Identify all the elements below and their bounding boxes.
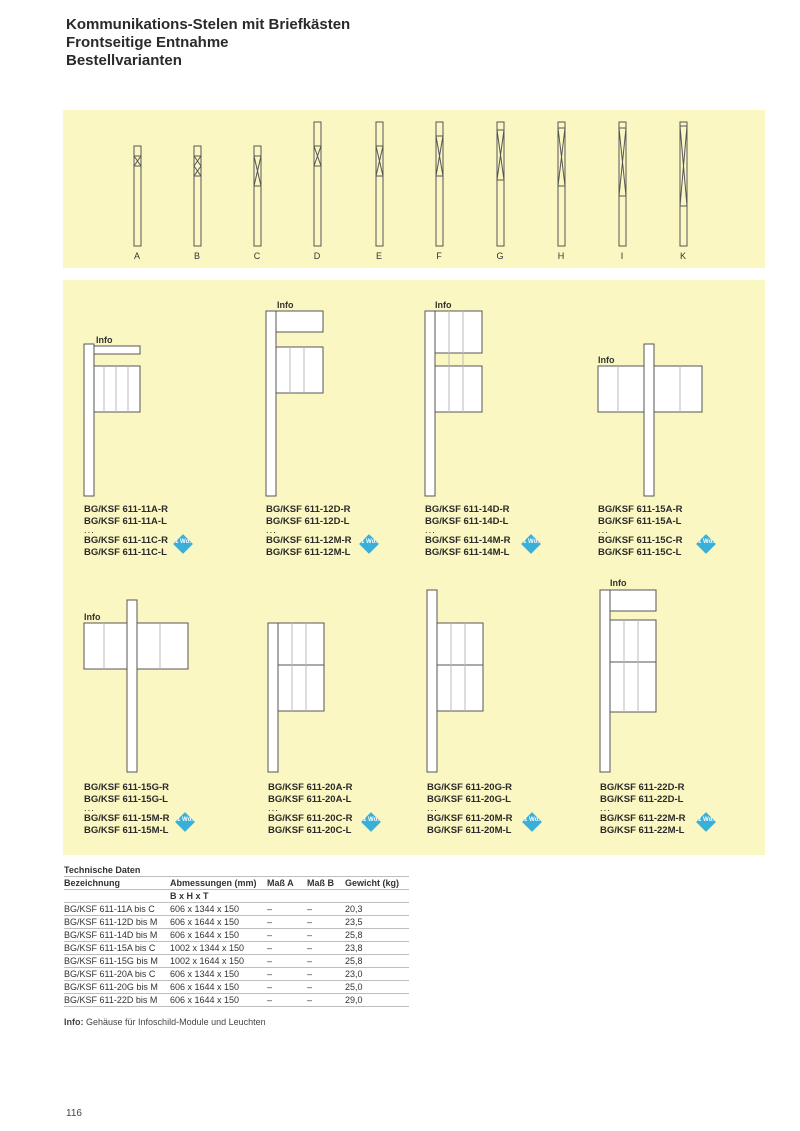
table-row: BG/KSF 611-12D bis M 606 x 1644 x 150 – – 23,5 — [64, 916, 409, 929]
column-letter-d: D — [313, 251, 321, 261]
column-letter-g: G — [496, 251, 504, 261]
delivery-badge: 1 Wo. — [697, 813, 715, 831]
column-f-drawing — [436, 122, 443, 246]
column-d-drawing — [314, 122, 321, 246]
column-i-drawing — [619, 122, 626, 246]
delivery-badge: 1 Wo. — [362, 813, 380, 831]
config-11-codes: BG/KSF 611-11A-R BG/KSF 611-11A-L ... BG/KSF 611-11C-R BG/KSF 611-11C-L — [84, 504, 168, 558]
config-22-codes: BG/KSF 611-22D-R BG/KSF 611-22D-L ... BG/KSF 611-22M-R BG/KSF 611-22M-L — [600, 782, 686, 836]
table-row: BG/KSF 611-22D bis M 606 x 1644 x 150 – – 29,0 — [64, 994, 409, 1007]
delivery-badge: 1 Wo. — [360, 535, 378, 553]
column-letter-e: E — [375, 251, 383, 261]
header-abmessungen: Abmessungen (mm) — [170, 877, 267, 890]
column-c-drawing — [254, 146, 261, 246]
table-row: BG/KSF 611-11A bis C 606 x 1344 x 150 – – 20,3 — [64, 903, 409, 916]
info-label-22: Info — [610, 578, 627, 588]
config-20g-codes: BG/KSF 611-20G-R BG/KSF 611-20G-L ... BG/KSF 611-20M-R BG/KSF 611-20M-L — [427, 782, 513, 836]
info-footnote — [64, 1017, 266, 1027]
column-letter-k: K — [679, 251, 687, 261]
header-gewicht: Gewicht (kg) — [345, 877, 409, 890]
table-caption: Technische Daten — [64, 864, 409, 877]
config-20a-codes: BG/KSF 611-20A-R BG/KSF 611-20A-L ... BG/KSF 611-20C-R BG/KSF 611-20C-L — [268, 782, 353, 836]
info-footnote-label: Info: — [64, 1017, 84, 1027]
config-22-drawing — [600, 590, 656, 772]
info-label-15g: Info — [84, 612, 101, 622]
config-20a-drawing — [268, 623, 324, 772]
info-label-11: Info — [96, 335, 113, 345]
title-line-1: Kommunikations-Stelen mit Briefkästen — [66, 16, 351, 33]
header-bezeichnung: Bezeichnung — [64, 877, 170, 890]
config-15g-codes: BG/KSF 611-15G-R BG/KSF 611-15G-L ... BG/KSF 611-15M-R BG/KSF 611-15M-L — [84, 782, 170, 836]
column-k-drawing — [680, 122, 687, 246]
config-14-codes: BG/KSF 611-14D-R BG/KSF 611-14D-L ... BG/KSF 611-14M-R BG/KSF 611-14M-L — [425, 504, 511, 558]
config-11-drawing — [84, 344, 140, 496]
title-line-3: Bestellvarianten — [66, 52, 182, 69]
column-letter-b: B — [193, 251, 201, 261]
column-letter-c: C — [253, 251, 261, 261]
delivery-badge: 1 Wo. — [523, 813, 541, 831]
config-15a-drawing — [598, 344, 702, 496]
info-label-12: Info — [277, 300, 294, 310]
column-letter-h: H — [557, 251, 565, 261]
delivery-badge: 1 Wo. — [176, 813, 194, 831]
config-14-drawing — [425, 311, 482, 496]
table-row: BG/KSF 611-20A bis C 606 x 1344 x 150 – – 23,0 — [64, 968, 409, 981]
delivery-badge: 1 Wo. — [697, 535, 715, 553]
column-b-drawing — [194, 146, 201, 246]
column-g-drawing — [497, 122, 504, 246]
technical-data-table — [64, 864, 409, 1007]
page-number: 116 — [66, 1108, 82, 1119]
header-mass-a: Maß A — [267, 877, 307, 890]
table-row: BG/KSF 611-15A bis C 1002 x 1344 x 150 – – 23,8 — [64, 942, 409, 955]
info-footnote-text: Gehäuse für Infoschild-Module und Leuchten — [86, 1017, 266, 1027]
config-12-codes: BG/KSF 611-12D-R BG/KSF 611-12D-L ... BG/KSF 611-12M-R BG/KSF 611-12M-L — [266, 504, 352, 558]
table-row: BG/KSF 611-20G bis M 606 x 1644 x 150 – – 25,0 — [64, 981, 409, 994]
header-mass-b: Maß B — [307, 877, 345, 890]
info-label-15a: Info — [598, 355, 615, 365]
config-20g-drawing — [427, 590, 483, 772]
info-label-14: Info — [435, 300, 452, 310]
column-a-drawing — [134, 146, 141, 246]
config-12-drawing — [266, 311, 323, 496]
delivery-badge: 1 Wo. — [174, 535, 192, 553]
table-row: BG/KSF 611-14D bis M 606 x 1644 x 150 – – 25,8 — [64, 929, 409, 942]
column-h-drawing — [558, 122, 565, 246]
column-e-drawing — [376, 122, 383, 246]
config-15g-drawing — [84, 600, 188, 772]
column-letter-f: F — [436, 251, 442, 261]
config-15a-codes: BG/KSF 611-15A-R BG/KSF 611-15A-L ... BG/KSF 611-15C-R BG/KSF 611-15C-L — [598, 504, 683, 558]
delivery-badge: 1 Wo. — [522, 535, 540, 553]
column-letter-a: A — [133, 251, 141, 261]
header-dimension-order: B x H x T — [170, 890, 267, 903]
title-line-2: Frontseitige Entnahme — [66, 34, 229, 51]
table-row: BG/KSF 611-15G bis M 1002 x 1644 x 150 – – 25,8 — [64, 955, 409, 968]
column-letter-i: I — [620, 251, 624, 261]
